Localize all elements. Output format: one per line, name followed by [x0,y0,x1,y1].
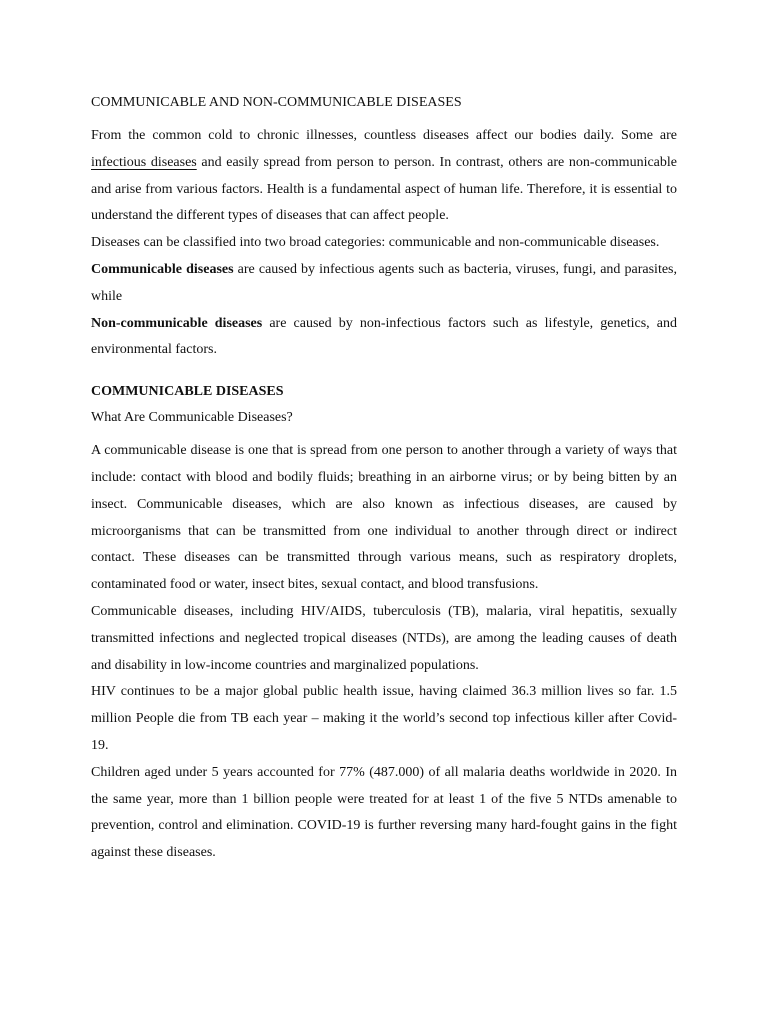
infectious-diseases-link[interactable]: infectious diseases [91,154,197,170]
noncommunicable-definition-text: are caused by non-infectious factors such as lifestyle, genetics, and environmental factors. [91,315,677,358]
communicable-definition [91,257,677,311]
body-paragraph: Communicable diseases, including HIV/AIDS, tuberculosis (TB), malaria, viral hepatitis, sexually transmitted infections and neglected tropical diseases (NTDs), are among the leading causes of death and disability in low-income countries and marginalized populations. [91,603,677,673]
noncommunicable-term: Non-communicable diseases [91,315,263,331]
document-title: COMMUNICABLE AND NON-COMMUNICABLE DISEASES [91,95,462,110]
intro-paragraph [91,123,677,230]
body-paragraph: A communicable disease is one that is spread from one person to another through a variety of ways that include: contact with blood and bodily fluids; breathing in an airborne virus; or by being bitten by an insect. Communicable diseases, which are also known as infectious diseases, are caused by microorganisms that can be transmitted from one individual to another through direct or indirect contact. These diseases can be transmitted through various means, such as respiratory droplets, contaminated food or water, insect bites, sexual contact, and blood transfusions. [91,443,677,593]
classification-paragraph: Diseases can be classified into two broad categories: communicable and non-communicable diseases. [91,235,660,251]
body-paragraph: Children aged under 5 years accounted for 77% (487.000) of all malaria deaths worldwide in 2020. In the same year, more than 1 billion people were treated for at least 1 of the five 5 NTDs amenable to prevention, control and elimination. COVID-19 is further reversing many hard-fought gains in the fight against these diseases. [91,764,677,861]
intro-text-end: and easily spread from person to person. In contrast, others are non-communicable and arise from various factors. Health is a fundamental aspect of human life. Therefore, it is essential to understand the different types of diseases that can affect people. [91,154,677,224]
intro-text-start: From the common cold to chronic illnesses, countless diseases affect our bodies daily. Some are [91,128,677,143]
noncommunicable-definition [91,311,677,365]
communicable-definition-text: are caused by infectious agents such as bacteria, viruses, fungi, and parasites, while [91,261,677,304]
body-paragraph: HIV continues to be a major global public health issue, having claimed 36.3 million lives so far. 1.5 million People die from TB each year – making it the world’s second top infectious killer after Covid-19. [91,684,677,753]
section-heading: COMMUNICABLE DISEASES [91,384,284,400]
sub-heading: What Are Communicable Diseases? [91,410,293,426]
communicable-term: Communicable diseases [91,261,234,277]
document-page [91,93,677,867]
